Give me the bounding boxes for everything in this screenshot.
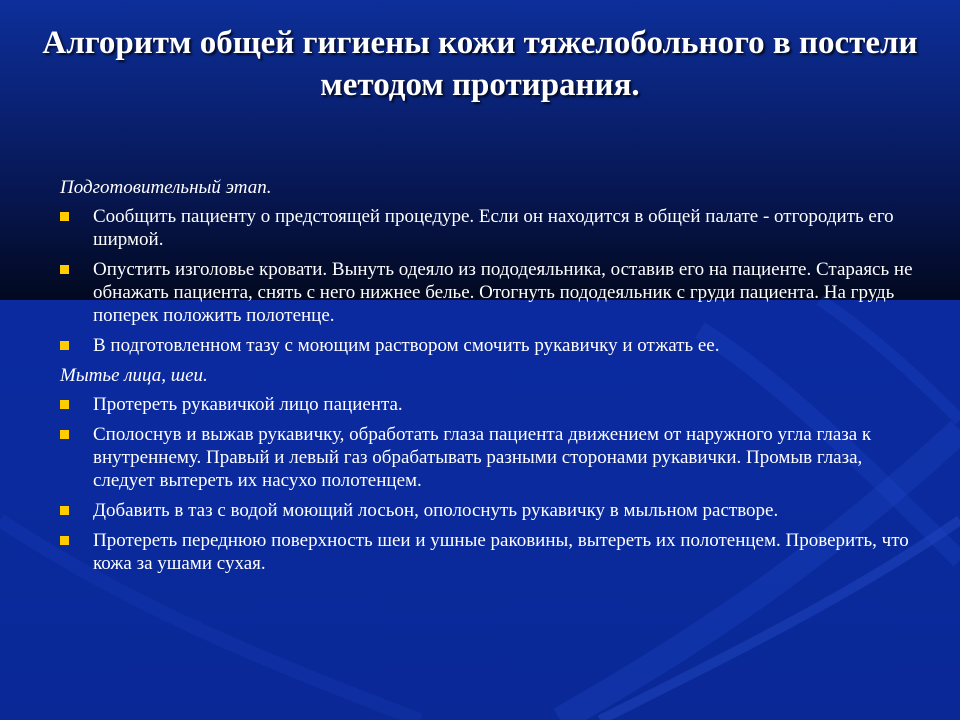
square-bullet-icon [60, 212, 69, 221]
square-bullet-icon [60, 265, 69, 274]
square-bullet-icon [60, 430, 69, 439]
list-item: Протереть переднюю поверхность шеи и ушные раковины, вытереть их полотенцем. Проверить, что кожа за ушами сухая. [60, 529, 920, 575]
square-bullet-icon [60, 536, 69, 545]
square-bullet-icon [60, 506, 69, 515]
list-item: Сообщить пациенту о предстоящей процедуре. Если он находится в общей палате - отгородить его ширмой. [60, 205, 920, 251]
list-item: Сполоснув и выжав рукавичку, обработать глаза пациента движением от наружного угла глаза к внутреннему. Правый и левый газ обрабатывать разными сторонами рукавички. Промыв глаза, следует вытереть их насухо полотенцем. [60, 423, 920, 492]
list-item: Добавить в таз с водой моющий лосьон, ополоснуть рукавичку в мыльном растворе. [60, 499, 920, 522]
square-bullet-icon [60, 400, 69, 409]
square-bullet-icon [60, 341, 69, 350]
list-item: Протереть рукавичкой лицо пациента. [60, 393, 920, 416]
section-heading-face-neck: Мытье лица, шеи. [60, 365, 208, 386]
section-heading-preparation: Подготовительный этап. [60, 177, 272, 198]
list-item: В подготовленном тазу с моющим раствором смочить рукавичку и отжать ее. [60, 334, 920, 357]
slide-content [60, 176, 920, 582]
slide-title: Алгоритм общей гигиены кожи тяжелобольного в постели методом протирания. [42, 25, 918, 103]
list-item: Опустить изголовье кровати. Вынуть одеяло из пододеяльника, оставив его на пациенте. Стараясь не обнажать пациента, снять с него нижнее белье. Отогнуть пододеяльник с груди пациента. На грудь поперек положить полотенце. [60, 258, 920, 327]
